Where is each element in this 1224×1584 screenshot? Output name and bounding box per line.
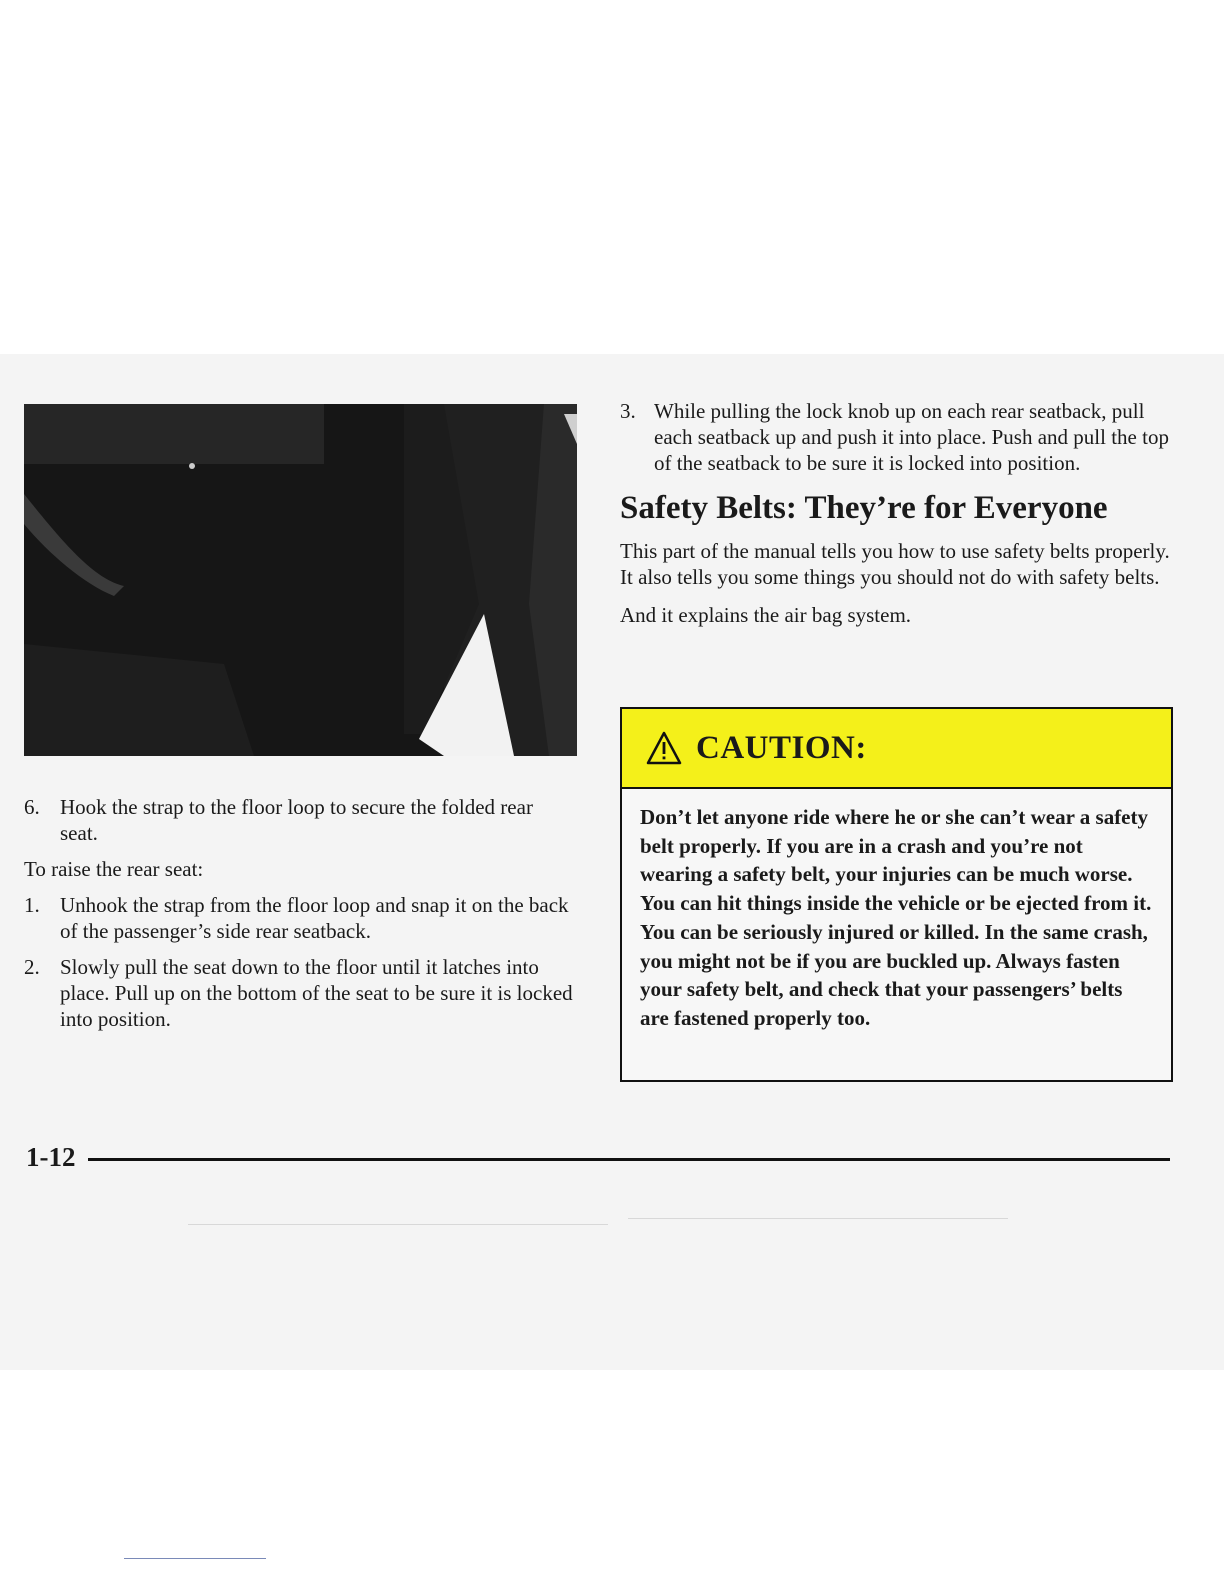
caution-body: Don’t let anyone ride where he or she can’t wear a safety belt properly. If you are in a crash and you’re not wearing a safety belt, your injuries can be much worse. You can hit things inside the vehicle or be ejected from it. You can be seriously injured or killed. In the same crash, you might not be if you are buckled up. Always fasten your safety belt, and check that your passengers’ belts are fastened properly too.: [640, 805, 1152, 1030]
step-number: 2.: [24, 955, 40, 979]
step-number: 1.: [24, 893, 40, 917]
step-3: [620, 398, 1180, 476]
caution-box: [620, 707, 1173, 1082]
step-text: Unhook the strap from the floor loop and snap it on the back of the passenger’s side rear seatback.: [60, 893, 569, 943]
page-number: 1-12: [26, 1142, 76, 1172]
step-text: While pulling the lock knob up on each rear seatback, pull each seatback up and push it into place. Push and pull the top of the seatback to be sure it is locked into position.: [654, 399, 1169, 475]
bottom-rule: [124, 1558, 266, 1559]
step-2: [24, 954, 574, 1032]
step-1: [24, 892, 574, 944]
scan-artifact-line: [188, 1224, 608, 1225]
footer-rule: [88, 1158, 1170, 1161]
left-column: [24, 794, 574, 1042]
caution-header: [622, 709, 1171, 789]
step-number: 6.: [24, 795, 40, 819]
step-text: Slowly pull the seat down to the floor until it latches into place. Pull up on the bottom of the seat to be sure it is locked into position.: [60, 955, 573, 1031]
caution-title: CAUTION:: [696, 729, 867, 766]
right-column: [620, 398, 1180, 640]
section-heading: Safety Belts: They’re for Everyone: [620, 490, 1108, 526]
step-text: Hook the strap to the floor loop to secure the folded rear seat.: [60, 795, 533, 845]
step-6: [24, 794, 574, 846]
rear-seat-strap-photo: [24, 404, 577, 756]
air-bag-paragraph: And it explains the air bag system.: [620, 603, 912, 627]
raise-seat-intro: To raise the rear seat:: [24, 857, 204, 881]
intro-paragraph: This part of the manual tells you how to use safety belts properly. It also tells you some things you should not do with safety belts.: [620, 539, 1170, 589]
warning-triangle-icon: [646, 731, 682, 765]
step-number: 3.: [620, 399, 636, 423]
scan-artifact-line: [628, 1218, 1008, 1219]
